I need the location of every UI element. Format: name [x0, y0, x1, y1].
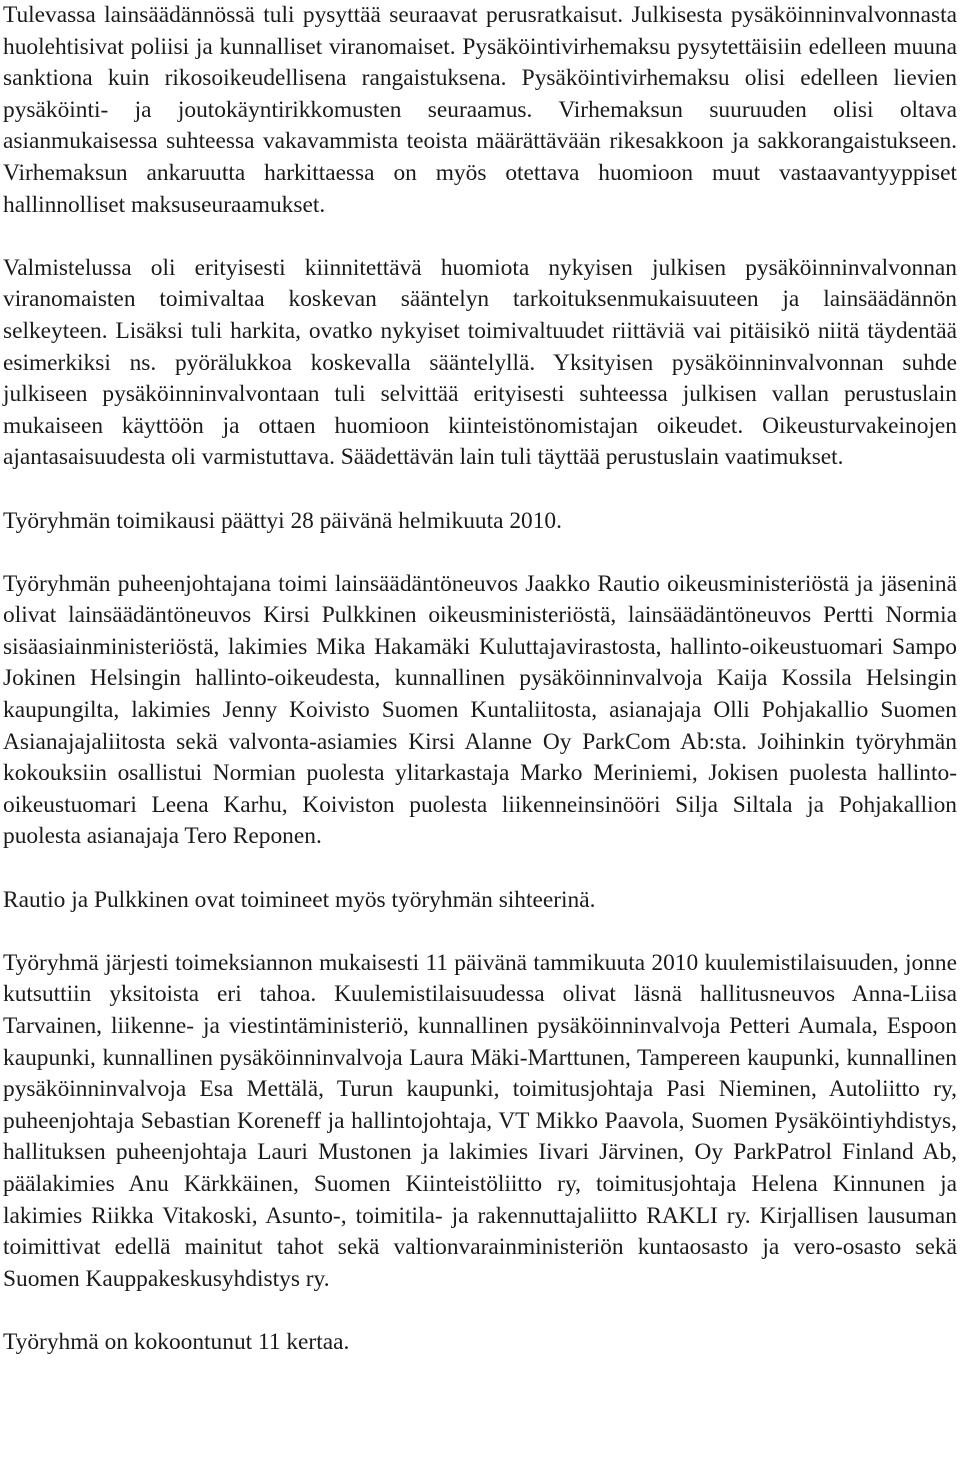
paragraph-preparation: Valmistelussa oli erityisesti kiinnitettävä huomiota nykyisen julkisen pysäköinninvalvonnan viranomaisten toimivaltaa koskevan sääntelyn tarkoituksenmukaisuuteen ja lainsäädännön selkeyteen. Lisäksi tuli harkita, ovatko nykyiset toimivaltuudet riittäviä vai pitäisikö niitä täydentää esimerkiksi ns. pyörälukkoa koskevalla sääntelyllä. Yksityisen pysäköinninvalvonnan suhde julkiseen pysäköinninvalvontaan tuli selvittää erityisesti suhteessa julkisen vallan perustuslain mukaiseen käyttöön ja ottaen huomioon kiinteistönomistajan oikeudet. Oikeusturvakeinojen ajantasaisuudesta oli varmistuttava. Säädettävän lain tuli täyttää perustuslain vaatimukset. — [3, 254, 957, 471]
paragraph-hearing: Työryhmä järjesti toimeksiannon mukaisesti 11 päivänä tammikuuta 2010 kuulemistilaisuuden, jonne kutsuttiin yksitoista eri tahoa. Kuulemistilaisuudessa olivat läsnä hallitusneuvos Anna-Liisa Tarvainen, liikenne- ja viestintäministeriö, kunnallinen pysäköinninvalvoja Petteri Aumala, Espoon kaupunki, kunnallinen pysäköinninvalvoja Laura Mäki-Marttunen, Tampereen kaupunki, kunnallinen pysäköinninvalvoja Esa Mettälä, Turun kaupunki, toimitusjohtaja Pasi Nieminen, Autoliitto ry, puheenjohtaja Sebastian Koreneff ja hallintojohtaja, VT Mikko Paavola, Suomen Pysäköintiyhdistys, hallituksen puheenjohtaja Lauri Mustonen ja lakimies Iivari Järvinen, Oy ParkPatrol Finland Ab, päälakimies Anu Kärkkäinen, Suomen Kiinteistöliitto ry, toimitusjohtaja Helena Kinnunen ja lakimies Riikka Vitakoski, Asunto-, toimitila- ja rakennuttajaliitto RAKLI ry. Kirjallisen lausuman toimittivat edellä mainitut tahot sekä valtionvarainministeriön kuntaosasto ja vero-osasto sekä Suomen Kauppakeskusyhdistys ry. — [3, 949, 957, 1292]
paragraph-members: Työryhmän puheenjohtajana toimi lainsäädäntöneuvos Jaakko Rautio oikeusministeriöstä ja jäseninä olivat lainsäädäntöneuvos Kirsi Pulkkinen oikeusministeriöstä, lainsäädäntöneuvos Pertti Normia sisäasiainministeriöstä, lakimies Mika Hakamäki Kuluttajavirastosta, hallinto-oikeustuomari Sampo Jokinen Helsingin hallinto-oikeudesta, kunnallinen pysäköinninvalvoja Kaija Kossila Helsingin kaupungilta, lakimies Jenny Koivisto Suomen Kuntaliitosta, asianajaja Olli Pohjakallio Suomen Asianajajaliitosta sekä valvonta-asiamies Kirsi Alanne Oy ParkCom Ab:sta. Joihinkin työryhmän kokouksiin osallistui Normian puolesta ylitarkastaja Marko Meriniemi, Jokisen puolesta hallinto-oikeustuomari Leena Karhu, Koiviston puolesta liikenneinsinööri Silja Siltala ja Pohjakallion puolesta asianajaja Tero Reponen. — [3, 570, 957, 850]
paragraph-secretaries: Rautio ja Pulkkinen ovat toimineet myös työryhmän sihteerinä. — [3, 886, 596, 913]
paragraph-term: Työryhmän toimikausi päättyi 28 päivänä helmikuuta 2010. — [3, 507, 562, 534]
paragraph-meetings: Työryhmä on kokoontunut 11 kertaa. — [3, 1328, 350, 1355]
document-page — [3, 0, 957, 1359]
paragraph-basic-solutions: Tulevassa lainsäädännössä tuli pysyttää seuraavat perusratkaisut. Julkisesta pysäköinninvalvonnasta huolehtisivat poliisi ja kunnalliset viranomaiset. Pysäköintivirhemaksu pysytettäisiin edelleen muuna sanktiona kuin rikosoikeudellisena rangaistuksena. Pysäköintivirhemaksu olisi edelleen lievien pysäköinti- ja joutokäyntirikkomusten seuraamus. Virhemaksun suuruuden olisi oltava asianmukaisessa suhteessa vakavammista teoista määrättävään rikesakkoon ja sakkorangaistukseen. Virhemaksun ankaruutta harkittaessa on myös otettava huomioon muut vastaavantyyppiset hallinnolliset maksuseuraamukset. — [3, 2, 957, 218]
